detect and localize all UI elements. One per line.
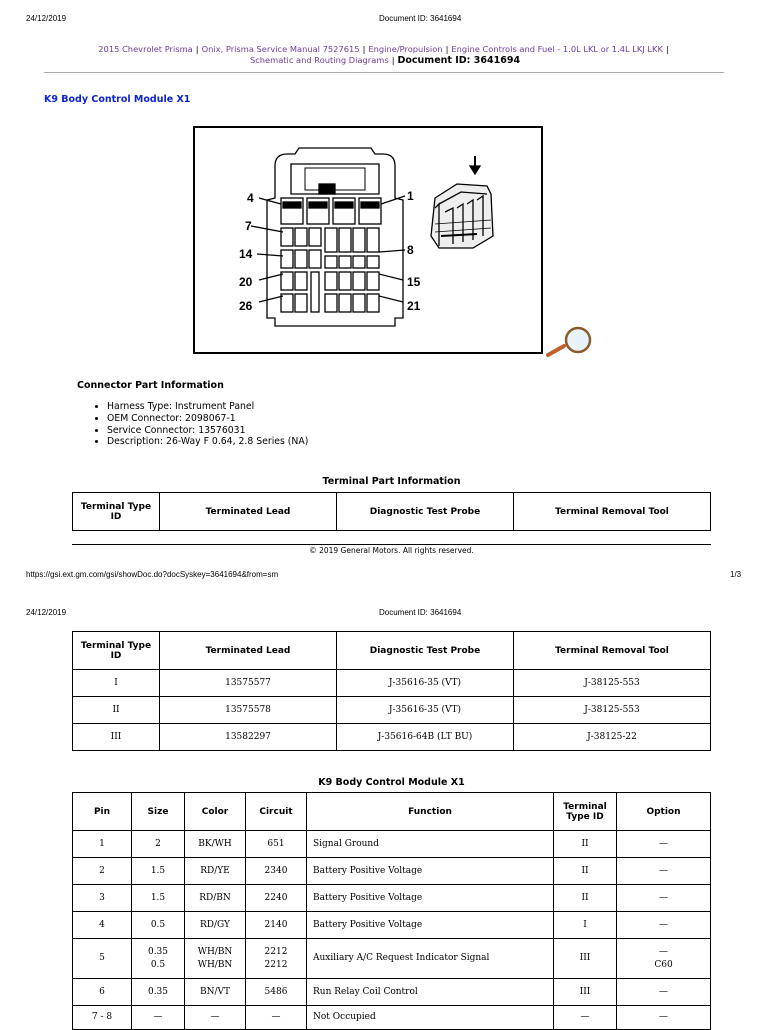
breadcrumb-link-schematics[interactable]: Schematic and Routing Diagrams <box>249 55 389 65</box>
table-cell: J-35616-35 (VT) <box>337 670 514 697</box>
col-header: Terminal Removal Tool <box>514 632 711 670</box>
table-cell: RD/BN <box>185 885 246 912</box>
list-item: • OEM Connector: 2098067-1 <box>107 413 308 425</box>
table-cell: 13575577 <box>160 670 337 697</box>
table-cell: J-35616-64B (LT BU) <box>337 724 514 751</box>
table-cell: 2140 <box>246 912 307 939</box>
table-cell: III <box>554 979 617 1006</box>
table-cell: 4 <box>73 912 132 939</box>
table-cell: 0.35 <box>132 979 185 1006</box>
table-cell: 5 <box>73 939 132 979</box>
pin-label-14: 14 <box>239 247 253 261</box>
connector-info-list <box>92 401 308 448</box>
terminal-info-table-head <box>72 492 711 531</box>
table-cell: 1.5 <box>132 858 185 885</box>
pin-label-4: 4 <box>247 191 254 205</box>
table-cell: III <box>554 939 617 979</box>
table-cell: 651 <box>246 831 307 858</box>
table-cell: — <box>554 1006 617 1030</box>
table-cell: I <box>73 670 160 697</box>
table-cell: — <box>617 858 711 885</box>
table-cell: Battery Positive Voltage <box>307 885 554 912</box>
connector-figure[interactable] <box>193 126 543 354</box>
list-item: • Description: 26-Way F 0.64, 2.8 Series (NA) <box>107 436 308 448</box>
table-cell: J-35616-35 (VT) <box>337 697 514 724</box>
table-cell: Battery Positive Voltage <box>307 912 554 939</box>
print-page-number: 1/3 <box>730 570 742 579</box>
table-cell: 1.5 <box>132 885 185 912</box>
col-header: Pin <box>73 793 132 831</box>
table-row <box>73 858 711 885</box>
terminal-info-table <box>72 631 711 751</box>
table-cell: J-38125-553 <box>514 697 711 724</box>
table-row <box>73 885 711 912</box>
print-date: 24/12/2019 <box>26 14 67 23</box>
table-cell: 5486 <box>246 979 307 1006</box>
col-header: Color <box>185 793 246 831</box>
table-row <box>73 831 711 858</box>
table-row <box>73 912 711 939</box>
table-cell: — <box>185 1006 246 1030</box>
breadcrumb-link-engine[interactable]: Engine/Propulsion <box>368 44 443 54</box>
table-cell: II <box>554 885 617 912</box>
table-cell: — C60 <box>617 939 711 979</box>
print-date: 24/12/2019 <box>26 608 67 617</box>
connector-info-title: Connector Part Information <box>77 380 224 391</box>
breadcrumb-doc-id: Document ID: 3641694 <box>397 55 521 66</box>
table-row <box>73 1006 711 1030</box>
pin-table <box>72 792 711 1030</box>
table-cell: Battery Positive Voltage <box>307 858 554 885</box>
breadcrumb-link-manual[interactable]: Onix, Prisma Service Manual 7527615 <box>201 44 360 54</box>
table-cell: — <box>617 831 711 858</box>
pin-label-8: 8 <box>407 243 414 257</box>
breadcrumb: 2015 Chevrolet Prisma | Onix, Prisma Service Manual 7527615 | Engine/Propulsion | Engine Controls and Fuel - 1.0L LKL or 1.4L LKJ LKK | Schematic and Routing Diagrams | Document ID: 3641694 <box>98 44 669 66</box>
table-cell: J-38125-553 <box>514 670 711 697</box>
page-title: K9 Body Control Module X1 <box>44 94 191 105</box>
table-cell: 2 <box>73 858 132 885</box>
col-header: Function <box>307 793 554 831</box>
breadcrumb-link-controls[interactable]: Engine Controls and Fuel - 1.0L LKL or 1.4L LKJ LKK <box>451 44 663 54</box>
table-row <box>73 724 711 751</box>
magnifier-icon[interactable] <box>546 326 596 362</box>
col-header: Size <box>132 793 185 831</box>
table-cell: Run Relay Coil Control <box>307 979 554 1006</box>
table-cell: 2340 <box>246 858 307 885</box>
table-cell: RD/YE <box>185 858 246 885</box>
table-cell: Not Occupied <box>307 1006 554 1030</box>
col-header: Terminal Type ID <box>73 493 160 531</box>
list-item: • Service Connector: 13576031 <box>107 425 308 437</box>
col-header: Diagnostic Test Probe <box>337 632 514 670</box>
table-cell: 6 <box>73 979 132 1006</box>
col-header: Terminated Lead <box>160 632 337 670</box>
col-header: Terminated Lead <box>160 493 337 531</box>
col-header: Diagnostic Test Probe <box>337 493 514 531</box>
col-header: Circuit <box>246 793 307 831</box>
table-cell: 13582297 <box>160 724 337 751</box>
table-cell: 2240 <box>246 885 307 912</box>
table-row <box>73 979 711 1006</box>
table-cell: 7 - 8 <box>73 1006 132 1030</box>
table-cell: WH/BN WH/BN <box>185 939 246 979</box>
pin-label-1: 1 <box>407 189 414 203</box>
table-cell: — <box>246 1006 307 1030</box>
table-cell: — <box>617 885 711 912</box>
table-cell: Signal Ground <box>307 831 554 858</box>
table-cell: 1 <box>73 831 132 858</box>
table-cell: Auxiliary A/C Request Indicator Signal <box>307 939 554 979</box>
table-cell: I <box>554 912 617 939</box>
table-cell: — <box>617 1006 711 1030</box>
print-url: https://gsi.ext.gm.com/gsi/showDoc.do?docSyskey=3641694&from=sm <box>26 570 279 579</box>
terminal-info-title: Terminal Part Information <box>322 476 461 487</box>
col-header: Terminal Removal Tool <box>514 493 711 531</box>
col-header: Terminal Type ID <box>554 793 617 831</box>
print-doc-id: Document ID: 3641694 <box>379 14 462 23</box>
table-cell: BN/VT <box>185 979 246 1006</box>
table-cell: J-38125-22 <box>514 724 711 751</box>
table-cell: 2 <box>132 831 185 858</box>
pin-label-26: 26 <box>239 299 253 313</box>
table-cell: — <box>617 912 711 939</box>
col-header: Terminal Type ID <box>73 632 160 670</box>
print-doc-id: Document ID: 3641694 <box>379 608 462 617</box>
table-cell: RD/GY <box>185 912 246 939</box>
table-cell: III <box>73 724 160 751</box>
table-cell: II <box>554 831 617 858</box>
table-cell: — <box>617 979 711 1006</box>
table-cell: — <box>132 1006 185 1030</box>
copyright: © 2019 General Motors. All rights reserved. <box>72 544 711 555</box>
table-row <box>73 939 711 979</box>
list-item: • Harness Type: Instrument Panel <box>107 401 308 413</box>
table-cell: 0.5 <box>132 912 185 939</box>
table-cell: 2212 2212 <box>246 939 307 979</box>
pin-label-15: 15 <box>407 275 421 289</box>
header-divider <box>44 72 724 73</box>
table-cell: II <box>73 697 160 724</box>
table-cell: BK/WH <box>185 831 246 858</box>
pin-label-20: 20 <box>239 275 253 289</box>
table-row <box>73 697 711 724</box>
pin-label-7: 7 <box>245 219 252 233</box>
table-cell: 0.35 0.5 <box>132 939 185 979</box>
table-row <box>73 670 711 697</box>
breadcrumb-link-model[interactable]: 2015 Chevrolet Prisma <box>98 44 193 54</box>
pin-table-title: K9 Body Control Module X1 <box>318 777 465 788</box>
pin-label-21: 21 <box>407 299 421 313</box>
connector-drawing <box>195 128 541 352</box>
table-cell: 13575578 <box>160 697 337 724</box>
table-cell: 3 <box>73 885 132 912</box>
table-cell: II <box>554 858 617 885</box>
col-header: Option <box>617 793 711 831</box>
